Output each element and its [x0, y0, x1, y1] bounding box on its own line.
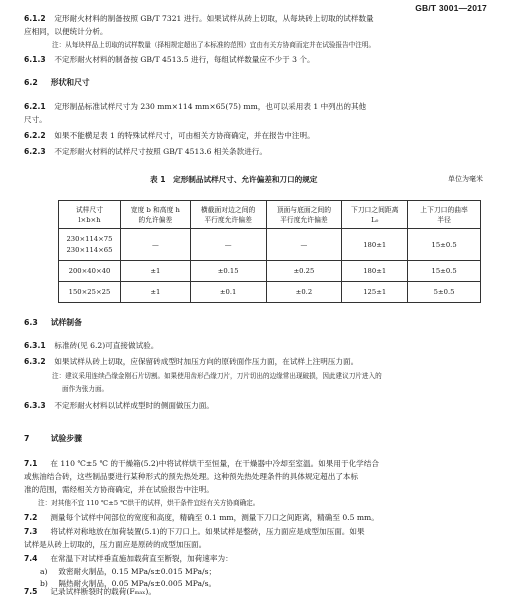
clause-6-2-2	[24, 130, 315, 141]
clause-number: 6.3.1	[24, 341, 46, 350]
clause-number: 6.1.2	[24, 14, 46, 23]
cell-cross-parallelism: ±0.15	[190, 261, 266, 282]
section-7	[24, 433, 82, 444]
clause-6-3-1	[24, 340, 158, 351]
standard-number: GB/T 3001—2017	[415, 3, 487, 13]
table-caption: 表 1 定形制品试样尺寸、允许偏差和刀口的规定	[150, 175, 318, 184]
specimen-table	[58, 200, 481, 303]
cell-radius: 5±0.5	[408, 282, 481, 303]
clause-6-1-3	[24, 54, 315, 65]
clause-text: 如果试样从砖上切取，应保留砖成型时加压方向的原砖面作压力面，在试样上注明压力面。	[54, 357, 359, 366]
cell-tolerance: ±1	[120, 261, 190, 282]
cell-span: 180±1	[342, 261, 408, 282]
cell-radius: 15±0.5	[408, 261, 481, 282]
clause-number: 7.5	[24, 587, 38, 596]
clause-number: 6.2.2	[24, 131, 46, 140]
table-unit: 单位为毫米	[448, 175, 483, 183]
clause-6-1-2-cont: 应相同，以便统计分析。	[24, 27, 108, 36]
cell-radius: 15±0.5	[408, 229, 481, 261]
cell-face-parallelism: —	[266, 229, 342, 261]
header-top-bottom-parallelism: 顶面与底面之间的 平行度允许偏差	[266, 201, 342, 229]
clause-number: 6.2.1	[24, 102, 46, 111]
section-title: 形状和尺寸	[50, 78, 90, 87]
clause-number: 6.3.3	[24, 401, 46, 410]
clause-number: 6.3.2	[24, 357, 46, 366]
cell-cross-parallelism: —	[190, 229, 266, 261]
clause-6-2-1-cont: 尺寸。	[24, 115, 47, 124]
clause-text: 如果不能横足表 1 的特殊试样尺寸，可由相关方协商确定，并在报告中注明。	[54, 131, 315, 140]
clause-7-4	[24, 553, 233, 564]
clause-6-2-1	[24, 101, 366, 112]
clause-6-3-3	[24, 400, 214, 411]
clause-6-3-2	[24, 356, 358, 367]
note-6-1-2: 注：从每块样品上切取的试样数量（择相规定超出了本标准的范围）宜由有关方协商而定并在试验报告中注明。	[52, 41, 376, 49]
clause-text: 在常温下对试样垂直施加载荷直至断裂，加荷速率为：	[50, 554, 233, 563]
section-title: 试样制备	[50, 318, 82, 327]
section-number: 6.2	[24, 78, 38, 87]
header-size: 试样尺寸 l×b×h	[59, 201, 121, 229]
header-support-span: 下刀口之间距离 L₀	[342, 201, 408, 229]
note-7-1: 注：对其他不宜 110 ℃±5 ℃烘干的试样，烘干条件宜经有关方协商确定。	[38, 499, 260, 507]
clause-number: 6.2.3	[24, 147, 46, 156]
clause-text: 定形制品标准试样尺寸为 230 mm×114 mm×65(75) mm，也可以采用表 1 中列出的其他	[54, 102, 367, 111]
table-header-row	[59, 201, 481, 229]
clause-7-2	[24, 512, 379, 523]
header-cross-section-parallelism: 横截面对边之间的 平行度允许偏差	[190, 201, 266, 229]
note-6-3-2-cont: 面作为张力面。	[62, 385, 109, 393]
cell-size: 230×114×75 230×114×65	[59, 229, 121, 261]
clause-text: 标准砖(见 6.2)可直接做试验。	[54, 341, 159, 350]
clause-7-3	[24, 526, 365, 537]
section-number: 7	[24, 434, 30, 443]
table-row	[59, 282, 481, 303]
cell-size: 200×40×40	[59, 261, 121, 282]
cell-face-parallelism: ±0.25	[266, 261, 342, 282]
clause-text: 测量每个试样中间部位的宽度和高度，精确至 0.1 mm，测量下刀口之间距离，精确至 0.5 mm。	[50, 513, 379, 522]
table-row	[59, 261, 481, 282]
clause-text: 不定形耐火材料以试样成型时的侧面做压力面。	[54, 401, 214, 410]
cell-size: 150×25×25	[59, 282, 121, 303]
clause-text: 不定形耐火材料的制备按 GB/T 4513.5 进行，每组试样数量应不少于 3 个。	[54, 55, 315, 64]
list-label: b)	[40, 579, 48, 588]
clause-7-5	[24, 586, 156, 597]
header-edge-radius: 上下刀口的曲率 半径	[408, 201, 481, 229]
cell-span: 180±1	[342, 229, 408, 261]
section-6-2	[24, 77, 90, 88]
clause-text: 不定形耐火材料的试样尺寸按照 GB/T 4513.6 相关条款进行。	[54, 147, 267, 156]
clause-number: 7.1	[24, 459, 38, 468]
clause-number: 7.2	[24, 513, 38, 522]
clause-text: 记录试样断裂时的载荷(Fₘₐₓ)。	[50, 587, 156, 596]
clause-7-1	[24, 458, 379, 469]
clause-text: 在 110 ℃±5 ℃ 的干燥箱(5.2)中将试样烘干至恒量，在干燥器中冷却至室温。如果用于化学结合	[50, 459, 379, 468]
clause-text: 将试样对称地放在加荷装置(5.1)的下刀口上。如果试样是整砖，压力面应是成型加压面。如果	[50, 527, 365, 536]
clause-number: 6.1.3	[24, 55, 46, 64]
list-item	[40, 566, 216, 577]
clause-number: 7.3	[24, 527, 38, 536]
cell-cross-parallelism: ±0.1	[190, 282, 266, 303]
clause-7-1-cont2: 准的范围，需经相关方协商确定，并在试验报告中注明。	[24, 485, 214, 494]
clause-7-1-cont1: 或焦油结合砖，这些制品要进行某种形式的预先热处理。这种预先热处理条件的具体规定超出了本标	[24, 472, 359, 481]
table-row	[59, 229, 481, 261]
clause-text: 定形耐火材料的制备按照 GB/T 7321 进行。如果试样从砖上切取，从每块砖上切取的试样数量	[54, 14, 374, 23]
list-text: 隔热耐火制品，0.05 MPa/s±0.005 MPa/s。	[58, 579, 217, 588]
cell-span: 125±1	[342, 282, 408, 303]
cell-tolerance: ±1	[120, 282, 190, 303]
clause-6-1-2	[24, 13, 374, 24]
header-width-height-tolerance: 宽度 b 和高度 h 的允许偏差	[120, 201, 190, 229]
section-number: 6.3	[24, 318, 38, 327]
section-6-3	[24, 317, 82, 328]
list-label: a)	[40, 567, 48, 576]
clause-number: 7.4	[24, 554, 38, 563]
list-text: 致密耐火制品，0.15 MPa/s±0.015 MPa/s；	[58, 567, 217, 576]
clause-6-2-3	[24, 146, 267, 157]
cell-face-parallelism: ±0.2	[266, 282, 342, 303]
clause-7-3-cont: 试样是从砖上切取的，压力面应是原砖的成型加压面。	[24, 540, 207, 549]
section-title: 试验步骤	[50, 434, 82, 443]
cell-tolerance: —	[120, 229, 190, 261]
note-6-3-2: 注：建议采用连续凸缘金刚石片切割。如果使用齿形凸缘刀片，刀片切出的边缘常出现破损，因此建议刀片进入的	[52, 372, 382, 380]
